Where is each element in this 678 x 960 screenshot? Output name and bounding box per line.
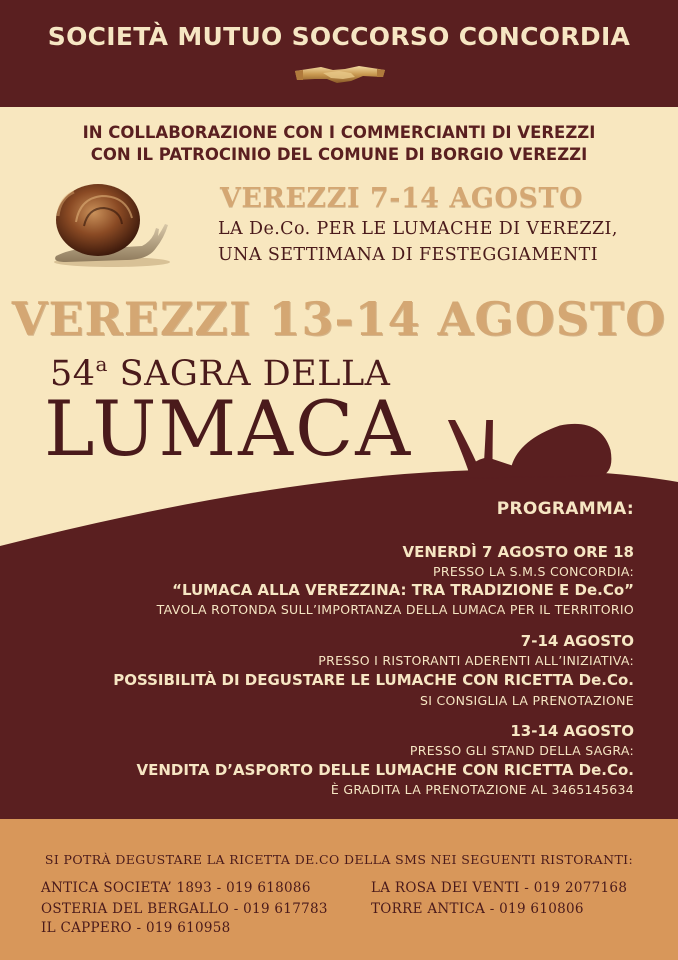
edition-ordinal: a (95, 352, 108, 376)
footer-heading: SI POTRÀ DEGUSTARE LA RICETTA DE.CO DELLA SMS NEI SEGUENTI RISTORANTI: (44, 852, 634, 867)
program-background (0, 420, 678, 820)
program-item-1-date: VENERDÌ 7 AGOSTO ORE 18 (402, 543, 634, 561)
sagra-text: SAGRA DELLA (119, 354, 391, 394)
header-title: SOCIETÀ MUTUO SOCCORSO CONCORDIA (47, 22, 631, 51)
main-event-dates: VEREZZI 13-14 AGOSTO (11, 292, 667, 346)
edition-number: 54 (50, 354, 96, 394)
week-event-line-1: LA De.Co. PER LE LUMACHE DI VEREZZI, (218, 219, 618, 239)
event-name: LUMACA (44, 384, 413, 473)
restaurant-item: OSTERIA DEL BERGALLO - 019 617783 (41, 901, 328, 917)
program-heading: PROGRAMMA: (496, 499, 634, 519)
program-item-2-note: SI CONSIGLIA LA PRENOTAZIONE (419, 693, 634, 708)
collaboration-line-2: CON IL PATROCINIO DEL COMUNE DI BORGIO VEREZZI (90, 145, 588, 164)
collaboration-line-1: IN COLLABORAZIONE CON I COMMERCIANTI DI VEREZZI (82, 123, 596, 142)
week-event-line-2: UNA SETTIMANA DI FESTEGGIAMENTI (218, 245, 599, 265)
handshake-icon (293, 61, 387, 87)
header-band (0, 0, 678, 107)
program-item-3-title: VENDITA D’ASPORTO DELLE LUMACHE CON RICETTA De.Co. (136, 761, 634, 779)
week-event-title: VEREZZI 7-14 AGOSTO (220, 183, 584, 214)
program-item-2-date: 7-14 AGOSTO (520, 632, 634, 650)
collaboration-text (0, 122, 678, 166)
program-item-1-note: TAVOLA ROTONDA SULL’IMPORTANZA DELLA LUMACA PER IL TERRITORIO (156, 602, 634, 617)
program-item-1-where: PRESSO LA S.M.S CONCORDIA: (433, 564, 634, 579)
restaurant-item: LA ROSA DEI VENTI - 019 2077168 (371, 880, 628, 896)
program-item-1-title: “LUMACA ALLA VEREZZINA: TRA TRADIZIONE E De.Co” (172, 581, 634, 599)
program-item-3-where: PRESSO GLI STAND DELLA SAGRA: (409, 743, 634, 758)
snail-silhouette (440, 420, 611, 478)
program-item-2-title: POSSIBILITÀ DI DEGUSTARE LE LUMACHE CON RICETTA De.Co. (113, 671, 634, 689)
program-item-3-note: È GRADITA LA PRENOTAZIONE AL 3465145634 (330, 782, 634, 797)
restaurant-item: IL CAPPERO - 019 610958 (41, 920, 231, 936)
restaurant-item: TORRE ANTICA - 019 610806 (371, 901, 584, 917)
program-item-2-where: PRESSO I RISTORANTI ADERENTI ALL’INIZIATIVA: (318, 653, 634, 668)
snail-photo (46, 180, 170, 270)
program-item-3-date: 13-14 AGOSTO (510, 722, 634, 740)
restaurant-item: ANTICA SOCIETA’ 1893 - 019 618086 (41, 880, 311, 896)
